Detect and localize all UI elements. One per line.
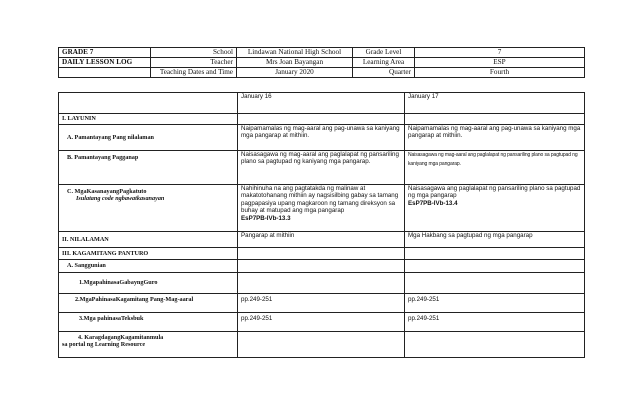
kasanayan-day1 bbox=[238, 185, 405, 232]
grade-level-label: Grade Level bbox=[353, 48, 415, 58]
karagdagang-day1 bbox=[238, 332, 405, 358]
kasanayan-cell bbox=[59, 185, 238, 232]
kagamitan-mag-aaral-label: 2.MgaPahinasaKagamitang Pang-Mag-aaral bbox=[59, 294, 238, 313]
kasanayan-day1-text: Nahihinuha na ang pagtatakda ng malinaw at makatotohanang mithiin ay nagsisilbing gabay sa tamang pagpapasiya upang magkaroon ng tamang direksyon sa buhay at matupad ang mga pangarap bbox=[241, 185, 399, 215]
empty-cell bbox=[405, 248, 585, 260]
log-title: DAILY LESSON LOG bbox=[59, 58, 151, 68]
school-label: School bbox=[151, 48, 237, 58]
gabay-guro-day1 bbox=[238, 273, 405, 294]
grade-label: GRADE 7 bbox=[59, 48, 151, 58]
pamantayang-nilalaman-day2: Naipamamalas ng mag-aaral ang pag-unawa sa kaniyang mga pangarap at mithiin. bbox=[405, 125, 585, 151]
empty-cell bbox=[405, 114, 585, 125]
learning-area-label: Learning Area bbox=[353, 58, 415, 68]
teksbuk-label: 3.Mga pahinasaTeksbuk bbox=[59, 313, 238, 332]
empty-cell bbox=[405, 260, 585, 273]
date-day1: January 16 bbox=[238, 93, 405, 114]
school-value: Lindawan National High School bbox=[237, 48, 353, 58]
nilalaman-day2: Mga Hakbang sa pagtupad ng mga pangarap bbox=[405, 232, 585, 248]
gabay-guro-day2 bbox=[405, 273, 585, 294]
kasanayan-day2 bbox=[405, 185, 585, 232]
nilalaman-label: II. NILALAMAN bbox=[59, 232, 238, 248]
teksbuk-day1: pp.249-251 bbox=[238, 313, 405, 332]
nilalaman-day1: Pangarap at mithiin bbox=[238, 232, 405, 248]
karagdagang-label: 4. KaragdagangKagamitanmula bbox=[78, 334, 164, 341]
gabay-guro-label: 1.MgapahinasaGabayngGuro bbox=[59, 273, 238, 294]
sanggunian-label: A. Sanggunian bbox=[59, 260, 238, 273]
teksbuk-day2: pp.249-251 bbox=[405, 313, 585, 332]
karagdagang-label-2: sa portal ng Learning Resource bbox=[62, 341, 146, 349]
kasanayan-day2-text: Naisasagawa ang paglalapat ng pansariling plano sa pagtupad ng mga pangarap bbox=[408, 185, 581, 200]
pamantayang-pagganap-day1: Naisasagawa ng mag-aaral ang paglalapat ng pansariling plano sa pagtupad ng kaniyang mga pangarap. bbox=[238, 151, 405, 185]
kagamitan-mag-aaral-day1: pp.249-251 bbox=[238, 294, 405, 313]
pamantayang-nilalaman-day1: Naipamamalas ng mag-aaral ang pag-unawa sa kaniyang mga pangarap at mithiin. bbox=[238, 125, 405, 151]
grade-level-value: 7 bbox=[415, 48, 585, 58]
kagamitan-heading: III. KAGAMITANG PANTURO bbox=[59, 248, 238, 260]
dates-value: January 2020 bbox=[237, 68, 353, 78]
lesson-table bbox=[58, 92, 585, 358]
kasanayan-sublabel: Isulatang code ngbawatkasanayan bbox=[76, 195, 165, 203]
layunin-heading: I. LAYUNIN bbox=[59, 114, 238, 125]
karagdagang-cell bbox=[59, 332, 238, 358]
empty-cell bbox=[59, 68, 151, 78]
kagamitan-mag-aaral-day2: pp.249-251 bbox=[405, 294, 585, 313]
empty-cell bbox=[238, 248, 405, 260]
empty-cell bbox=[238, 260, 405, 273]
pamantayang-nilalaman-label: A. Pamantayang Pang nilalaman bbox=[59, 125, 238, 151]
kasanayan-day2-code: EsP7PB-IVb-13.4 bbox=[408, 199, 458, 207]
dates-label: Teaching Dates and Time bbox=[151, 68, 237, 78]
empty-cell bbox=[238, 114, 405, 125]
kasanayan-label: C. MgaKasanayangPagkatuto bbox=[67, 188, 147, 195]
teacher-label: Teacher bbox=[151, 58, 237, 68]
kasanayan-day1-code: EsP7PB-IVb-13.3 bbox=[241, 214, 291, 222]
pamantayang-pagganap-label: B. Pamantayang Pagganap bbox=[59, 151, 238, 185]
header-table bbox=[58, 47, 585, 78]
date-day2: January 17 bbox=[405, 93, 585, 114]
quarter-value: Fourth bbox=[415, 68, 585, 78]
teacher-value: Mrs Joan Bayangan bbox=[237, 58, 353, 68]
quarter-label: Quarter bbox=[353, 68, 415, 78]
corner-cell bbox=[59, 93, 238, 114]
karagdagang-day2 bbox=[405, 332, 585, 358]
pamantayang-pagganap-day2: Naisasagawa ng mag-aaral ang paglalapat ng pansariling plano sa pagtupad ng kaniyang mga pangarap. bbox=[405, 151, 585, 185]
learning-area-value: ESP bbox=[415, 58, 585, 68]
